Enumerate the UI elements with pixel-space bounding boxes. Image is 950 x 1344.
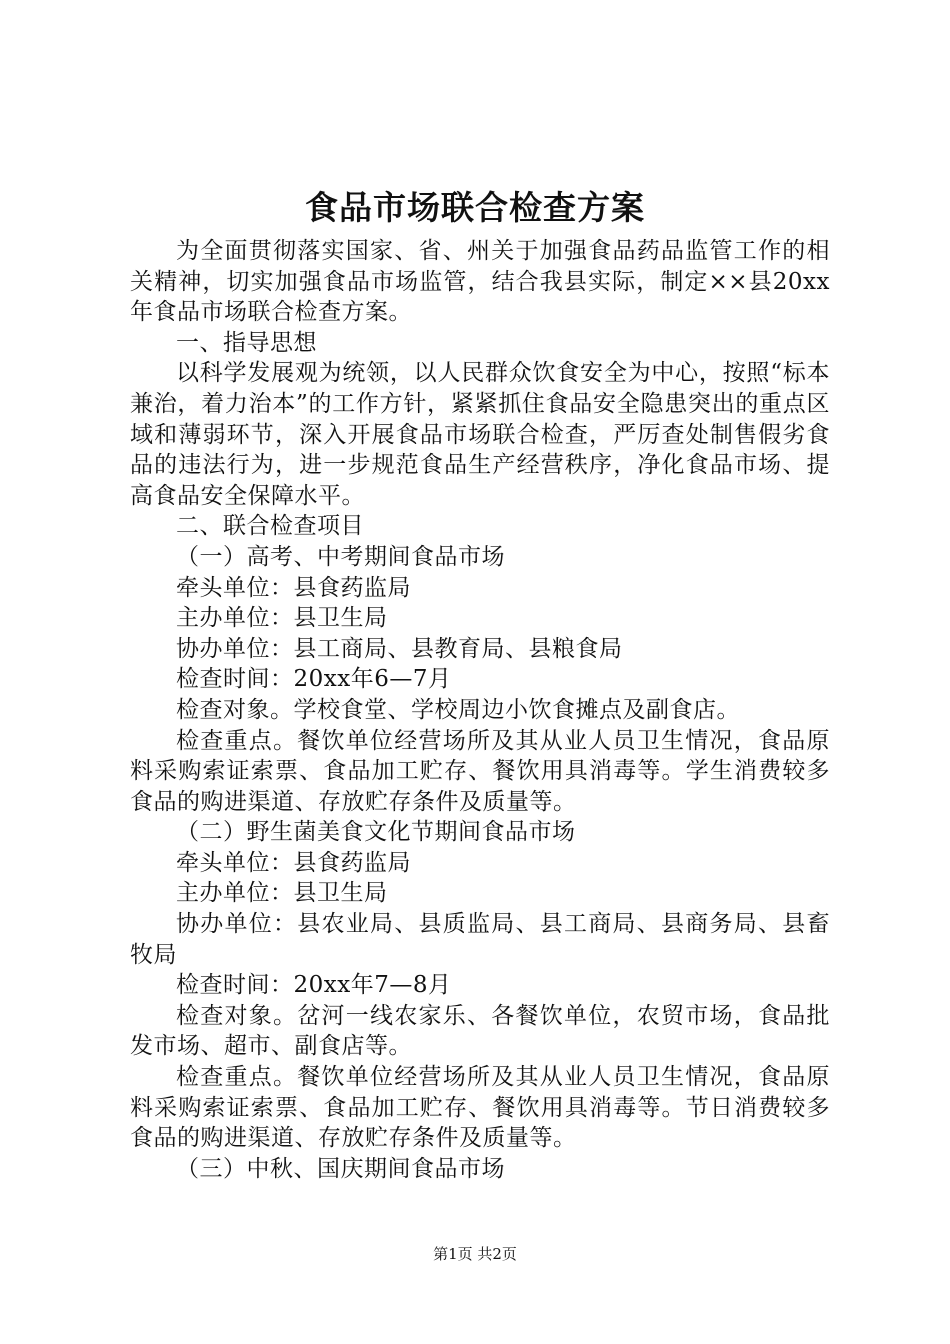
inspection-target-line: 检查对象。学校食堂、学校周边小饮食摊点及副食店。 [176, 696, 740, 723]
section-heading-guiding-ideology: 一、指导思想 [176, 329, 317, 356]
inspection-focus-paragraph: 检查重点。餐饮单位经营场所及其从业人员卫生情况，食品原料采购索证索票、食品加工贮存、餐饮用具消毒等。学生消费较多食品的购进渠道、存放贮存条件及质量等。 [130, 727, 830, 815]
host-unit-line: 主办单位：县卫生局 [176, 605, 388, 632]
lead-unit-line: 牵头单位：县食药监局 [176, 849, 411, 876]
host-unit-line: 主办单位：县卫生局 [176, 880, 388, 907]
inspection-target-paragraph: 检查对象。岔河一线农家乐、各餐饮单位，农贸市场，食品批发市场、超市、副食店等。 [130, 1002, 830, 1060]
inspection-time-line: 检查时间：20xx年6—7月 [176, 666, 452, 693]
paragraph-guiding-ideology: 以科学发展观为统领，以人民群众饮食安全为中心，按照“标本兼治，着力治本”的工作方针，紧紧抓住食品安全隐患突出的重点区域和薄弱环节，深入开展食品市场联合检查，严厉查处制售假劣食品的违法行为，进一步规范食品生产经营秩序，净化食品市场、提高食品安全保障水平。 [130, 360, 830, 509]
paragraph-intro: 为全面贯彻落实国家、省、州关于加强食品药品监管工作的相关精神，切实加强食品市场监管，结合我县实际，制定××县20xx年食品市场联合检查方案。 [130, 238, 830, 326]
document-title: 食品市场联合检查方案 [305, 188, 645, 227]
assist-unit-line: 协办单位：县工商局、县教育局、县粮食局 [176, 635, 623, 662]
inspection-time-line: 检查时间：20xx年7—8月 [176, 972, 452, 999]
page-footer: 第1页 共2页 [433, 1245, 517, 1263]
subsection-heading-mid-autumn-national-day: （三）中秋、国庆期间食品市场 [176, 1155, 505, 1182]
subsection-heading-exam-period: （一）高考、中考期间食品市场 [176, 543, 505, 570]
section-heading-inspection-items: 二、联合检查项目 [176, 513, 364, 540]
subsection-heading-mushroom-festival: （二）野生菌美食文化节期间食品市场 [176, 819, 576, 846]
lead-unit-line: 牵头单位：县食药监局 [176, 574, 411, 601]
document-body [130, 236, 830, 1184]
assist-unit-line: 协办单位：县农业局、县质监局、县工商局、县商务局、县畜牧局 [130, 911, 830, 968]
inspection-focus-paragraph: 检查重点。餐饮单位经营场所及其从业人员卫生情况，食品原料采购索证索票、食品加工贮存、餐饮用具消毒等。节日消费较多食品的购进渠道、存放贮存条件及质量等。 [130, 1064, 830, 1152]
